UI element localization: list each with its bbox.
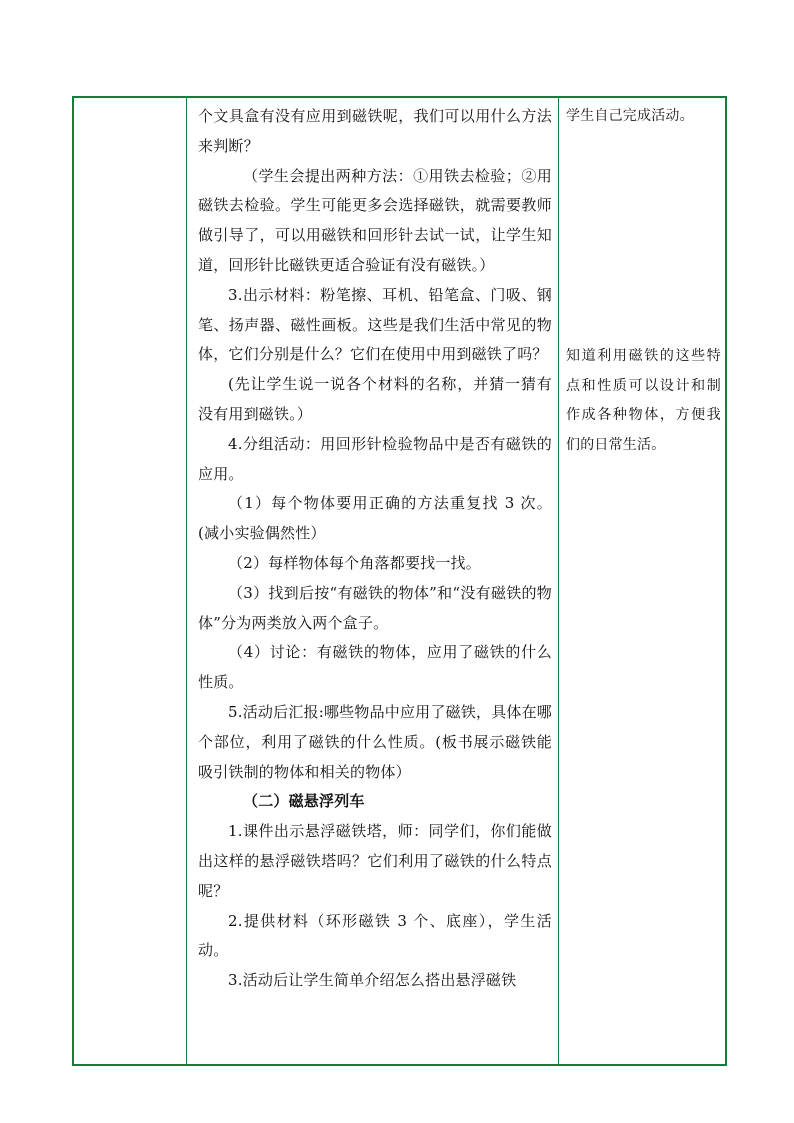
paragraph: 个文具盒有没有应用到磁铁呢，我们可以用什么方法来判断？ xyxy=(198,107,552,155)
column-divider-left xyxy=(186,98,187,1064)
column-divider-right xyxy=(558,98,559,1064)
teaching-process-cell xyxy=(188,98,558,1064)
design-intent-cell xyxy=(560,98,727,1064)
paragraph: （4）讨论：有磁铁的物体，应用了磁铁的什么性质。 xyxy=(198,643,552,692)
paragraph: 4.分组活动：用回形针检验物品中是否有磁铁的应用。 xyxy=(198,434,552,483)
paragraph: 1.课件出示悬浮磁铁塔，师：同学们，你们能做出这样的悬浮磁铁塔吗？它们利用了磁铁的什么特点呢？ xyxy=(198,822,552,900)
paragraph: 3.活动后让学生简单介绍怎么搭出悬浮磁铁 xyxy=(228,971,517,990)
paragraph: (先让学生说一说各个材料的名称，并猜一猜有没有用到磁铁。） xyxy=(198,375,552,423)
lesson-plan-table xyxy=(72,96,727,1066)
paragraph: 5.活动后汇报:哪些物品中应用了磁铁，具体在哪个部位，利用了磁铁的什么性质。(板书展示磁铁能吸引铁制的物体和相关的物体） xyxy=(198,702,552,781)
paragraph: 3.出示材料：粉笔擦、耳机、铅笔盒、门吸、钢笔、扬声器、磁性画板。这些是我们生活中常见的物体，它们分别是什么？它们在使用中用到磁铁了吗？ xyxy=(198,285,552,364)
paragraph: 2.提供材料（环形磁铁 3 个、底座），学生活动。 xyxy=(198,911,552,960)
design-purpose-note: 知道利用磁铁的这些特点和性质可以设计和制作成各种物体，方便我们的日常生活。 xyxy=(566,347,721,454)
paragraph: （2）每样物体每个角落都要找一找。 xyxy=(228,553,481,572)
paragraph: （3）找到后按“有磁铁的物体”和“没有磁铁的物体”分为两类放入两个盒子。 xyxy=(198,583,552,632)
student-activity-note: 学生自己完成活动。 xyxy=(566,108,694,124)
paragraph: （1）每个物体要用正确的方法重复找 3 次。(减小实验偶然性） xyxy=(198,494,552,543)
section-heading: （二）磁悬浮列车 xyxy=(243,792,365,811)
teaching-process-text xyxy=(188,98,558,996)
paragraph: （学生会提出两种方法：①用铁去检验；②用磁铁去检验。学生可能更多会选择磁铁，就需要教师做引导了，可以用磁铁和回形针去试一试，让学生知道，回形针比磁铁更适合验证有没有磁铁。） xyxy=(198,166,552,274)
